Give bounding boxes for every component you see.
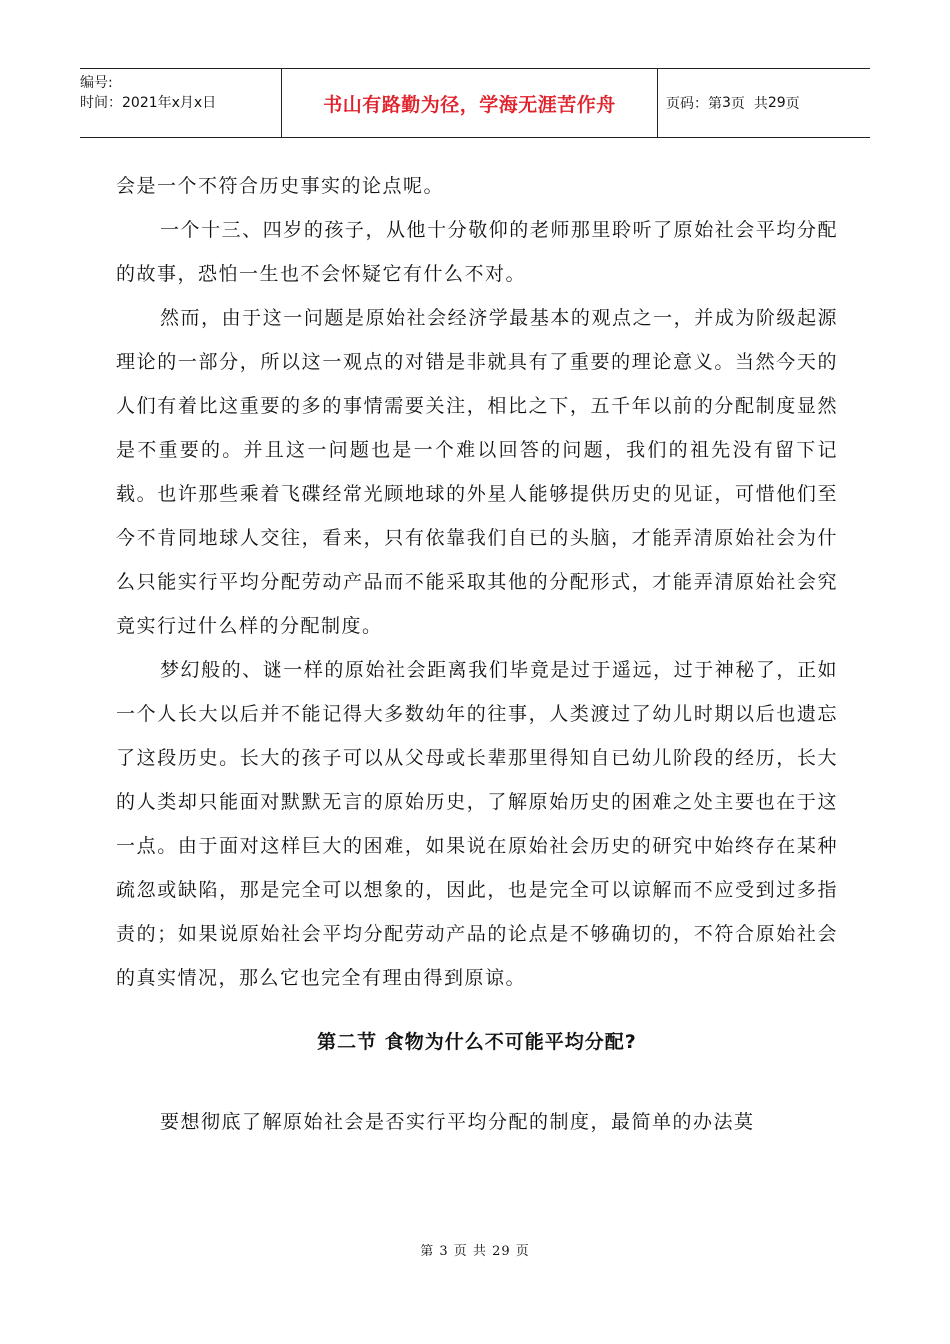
page-suffix: 页	[785, 96, 800, 112]
header-meta	[80, 69, 282, 137]
page-total: 29	[767, 95, 786, 111]
document-body	[116, 164, 838, 1144]
footer-mid: 页 共	[448, 1244, 493, 1259]
paragraph: 要想彻底了解原始社会是否实行平均分配的制度，最简单的办法莫	[160, 1111, 755, 1133]
page-header	[80, 68, 870, 138]
page-footer	[0, 1240, 950, 1259]
page-current: 3	[722, 95, 731, 111]
footer-prefix: 第	[420, 1244, 440, 1259]
paragraph: 然而，由于这一问题是原始社会经济学最基本的观点之一，并成为阶级起源理论的一部分，所以这一观点的对错是非就具有了重要的理论意义。当然今天的人们有着比这重要的多的事情需要关注，相比之下，五千年以前的分配制度显然是不重要的。并且这一问题也是一个难以回答的问题，我们的祖先没有留下记载。也许那些乘着飞碟经常光顾地球的外星人能够提供历史的见证，可惜他们至今不肯同地球人交往，看来，只有依靠我们自已的头脑，才能弄清原始社会为什么只能实行平均分配劳动产品而不能采取其他的分配形式，才能弄清原始社会究竟实行过什么样的分配制度。	[116, 307, 838, 637]
document-date: 时间：2021年x月x日	[80, 95, 217, 111]
header-motto: 书山有路勤为径，学海无涯苦作舟	[282, 69, 658, 137]
header-page-number	[658, 69, 870, 137]
section-title: 第二节 食物为什么不可能平均分配?	[317, 1031, 637, 1053]
document-number-label: 编号:	[80, 75, 113, 91]
page-prefix: 页码：第	[666, 96, 722, 112]
footer-total-pages: 29	[492, 1244, 511, 1259]
paragraph-continuation: 会是一个不符合历史事实的论点呢。	[116, 175, 445, 197]
paragraph: 一个十三、四岁的孩子，从他十分敬仰的老师那里聆听了原始社会平均分配的故事，恐怕一生也不会怀疑它有什么不对。	[116, 219, 838, 285]
footer-suffix: 页	[510, 1244, 530, 1259]
footer-current-page: 3	[439, 1244, 449, 1259]
page-mid: 页 共	[730, 96, 768, 112]
paragraph: 梦幻般的、谜一样的原始社会距离我们毕竟是过于遥远，过于神秘了，正如一个人长大以后并不能记得大多数幼年的往事，人类渡过了幼儿时期以后也遗忘了这段历史。长大的孩子可以从父母或长辈那里得知自已幼儿阶段的经历，长大的人类却只能面对默默无言的原始历史，了解原始历史的困难之处主要也在于这一点。由于面对这样巨大的困难，如果说在原始社会历史的研究中始终存在某种疏忽或缺陷，那是完全可以想象的，因此，也是完全可以谅解而不应受到过多指责的；如果说原始社会平均分配劳动产品的论点是不够确切的，不符合原始社会的真实情况，那么它也完全有理由得到原谅。	[116, 659, 838, 989]
